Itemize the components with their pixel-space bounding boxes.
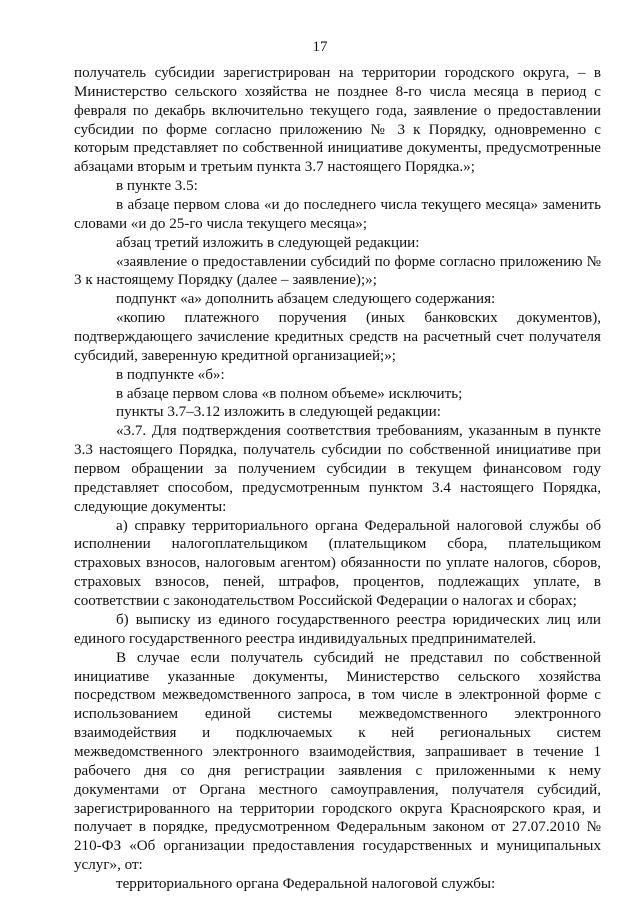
paragraph: а) справку территориального органа Федеральной налоговой службы об исполнении налогоплательщиком (плательщиком сбора, плательщиком страховых взносов, налоговым агентом) обязанности по уплате налогов, сборов, страховых взносов, пеней, штрафов, процентов, подлежащих уплате, в соответствии с законодательством Российской Федерации о налогах и сборах; (74, 517, 601, 610)
paragraph: территориального органа Федеральной налоговой службы: (116, 875, 496, 892)
paragraph: «заявление о предоставлении субсидий по форме согласно приложению № 3 к настоящему Порядку (далее – заявление);»; (74, 253, 601, 289)
paragraph: получатель субсидии зарегистрирован на территории городского округа, – в Министерство сельского хозяйства не позднее 8-го числа месяца в период с февраля по декабрь включительно текущего года, заявление о предоставлении субсидии по форме согласно приложению № 3 к Порядку, одновременно с которым представляет по собственной инициативе документы, предусмотренные абзацами вторым и третьим пункта 3.7 настоящего Порядка.»; (74, 65, 601, 176)
document-body (74, 64, 601, 894)
paragraph: в абзаце первом слова «и до последнего числа текущего месяца» заменить словами «и до 25-го числа текущего месяца»; (74, 197, 601, 232)
paragraph: в абзаце первом слова «в полном объеме» исключить; (116, 385, 463, 402)
page-number: 17 (312, 39, 328, 55)
paragraph: абзац третий изложить в следующей редакции: (116, 234, 420, 251)
paragraph: «копию платежного поручения (иных банковских документов), подтверждающего зачисление кредитных средств на расчетный счет получателя субсидий, заверенную кредитной организацией;»; (74, 310, 601, 364)
paragraph: подпункт «а» дополнить абзацем следующего содержания: (116, 291, 496, 308)
paragraph: В случае если получатель субсидий не представил по собственной инициативе указанные документы, Министерство сельского хозяйства посредством межведомственного запроса, в том числе в электронной форме с использованием единой системы межведомственного электронного взаимодействия и подключаемых к ней региональных систем межведомственного электронного взаимодействия, запрашивает в течение 1 рабочего дня со дня регистрации заявления с приложенными к нему документами от Органа местного самоуправления, получателя субсидий, зарегистрированного на территории городского округа Красноярского края, и получает в порядке, предусмотренном Федеральным законом от 27.07.2010 № 210-ФЗ «Об организации предоставления государственных и муниципальных услуг», от: (74, 649, 601, 874)
paragraph: б) выписку из единого государственного реестра юридических лиц или единого государственного реестра индивидуальных предпринимателей. (74, 611, 601, 647)
paragraph: пункты 3.7–3.12 изложить в следующей редакции: (116, 404, 441, 421)
paragraph: в пункте 3.5: (116, 178, 198, 195)
paragraph: в подпункте «б»: (116, 366, 225, 383)
paragraph: «3.7. Для подтверждения соответствия требованиям, указанным в пункте 3.3 настоящего Порядка, получатель субсидии по собственной инициативе при первом обращении за получением субсидии в текущем финансовом году представляет способом, предусмотренным пунктом 3.4 настоящего Порядка, следующие документы: (74, 423, 601, 515)
